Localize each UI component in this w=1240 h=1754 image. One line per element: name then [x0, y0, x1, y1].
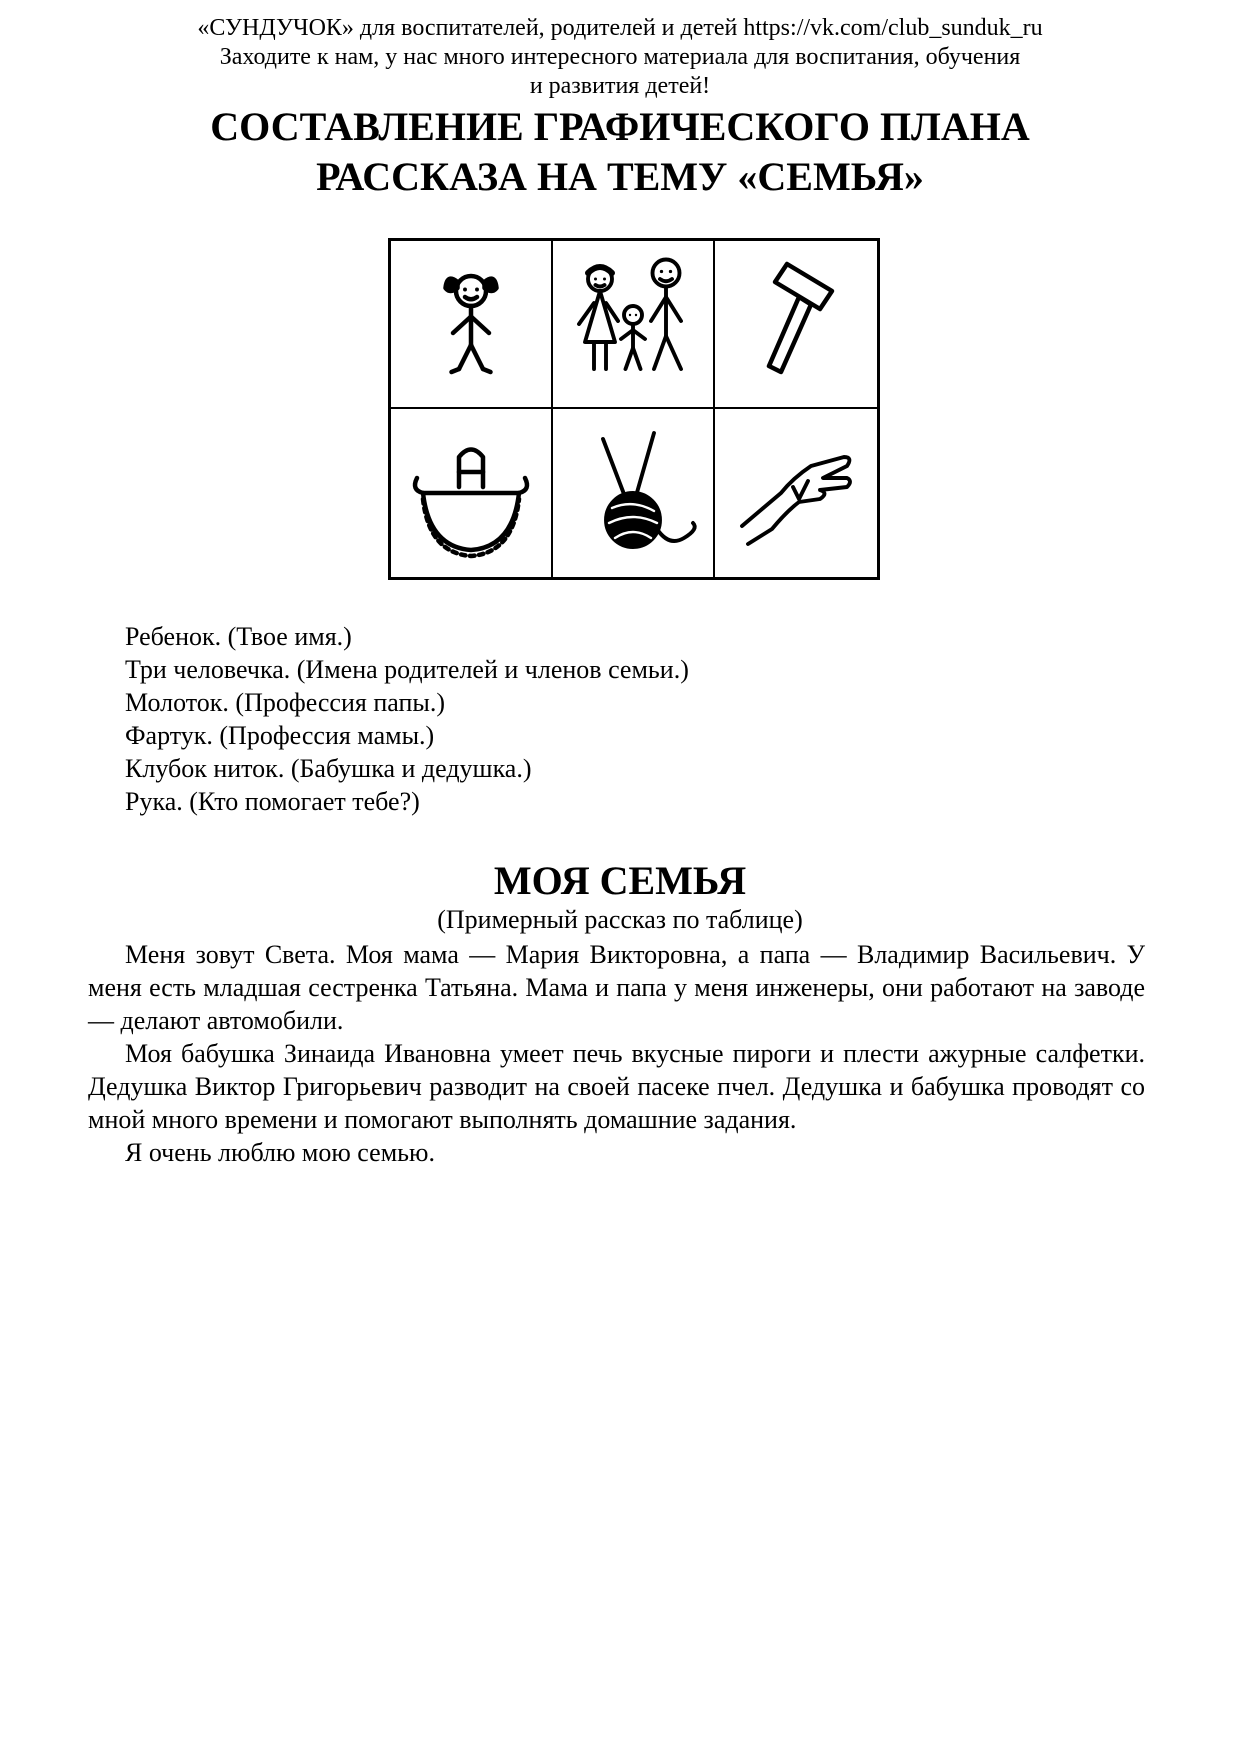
yarn-ball-icon — [558, 418, 708, 568]
story-subtitle: (Примерный рассказ по таблице) — [437, 905, 803, 934]
header-line-3: и развития детей! — [529, 73, 711, 99]
girl-icon — [396, 249, 546, 399]
plan-item: Рука. (Кто помогает тебе?) — [125, 787, 420, 816]
family-icon — [558, 249, 708, 399]
plan-item: Молоток. (Профессия папы.) — [125, 688, 445, 717]
cell-hammer — [715, 241, 877, 409]
page-header — [100, 14, 1140, 101]
plan-item: Три человечка. (Имена родителей и членов семьи.) — [125, 655, 689, 684]
pictogram-grid — [388, 238, 880, 580]
apron-icon — [396, 418, 546, 568]
story-paragraph: Я очень люблю мою семью. — [125, 1138, 435, 1167]
cell-apron — [391, 409, 553, 577]
hand-icon — [721, 418, 871, 568]
cell-yarn — [553, 409, 715, 577]
plan-item: Ребенок. (Твое имя.) — [125, 622, 352, 651]
story-paragraph: Моя бабушка Зинаида Ивановна умеет печь вкусные пироги и плести ажурные салфетки. Дедушка Виктор Григорьевич разводит на своей пасеке пчел. Дедушка и бабушка проводят со мной много времени и помогают выполнять домашние задания. — [88, 1039, 1145, 1134]
title-line-1: СОСТАВЛЕНИЕ ГРАФИЧЕСКОГО ПЛАНА — [210, 104, 1030, 149]
title-line-2: РАССКАЗА НА ТЕМУ «СЕМЬЯ» — [316, 154, 924, 199]
plan-list — [125, 620, 689, 818]
cell-family — [553, 241, 715, 409]
hammer-icon — [721, 249, 871, 399]
header-line-1: «СУНДУЧОК» для воспитателей, родителей и детей https://vk.com/club_sunduk_ru — [197, 15, 1043, 41]
header-line-2: Заходите к нам, у нас много интересного материала для воспитания, обучения — [219, 44, 1021, 70]
cell-hand — [715, 409, 877, 577]
story-title: МОЯ СЕМЬЯ — [493, 858, 747, 903]
cell-girl — [391, 241, 553, 409]
plan-item: Фартук. (Профессия мамы.) — [125, 721, 435, 750]
plan-item: Клубок ниток. (Бабушка и дедушка.) — [125, 754, 532, 783]
story-paragraph: Меня зовут Света. Моя мама — Мария Викторовна, а папа — Владимир Васильевич. У меня есть младшая сестренка Татьяна. Мама и папа у меня инженеры, они работают на заводе — делают автомобили. — [88, 940, 1145, 1035]
page-title — [100, 102, 1140, 202]
story-text — [88, 938, 1145, 1169]
